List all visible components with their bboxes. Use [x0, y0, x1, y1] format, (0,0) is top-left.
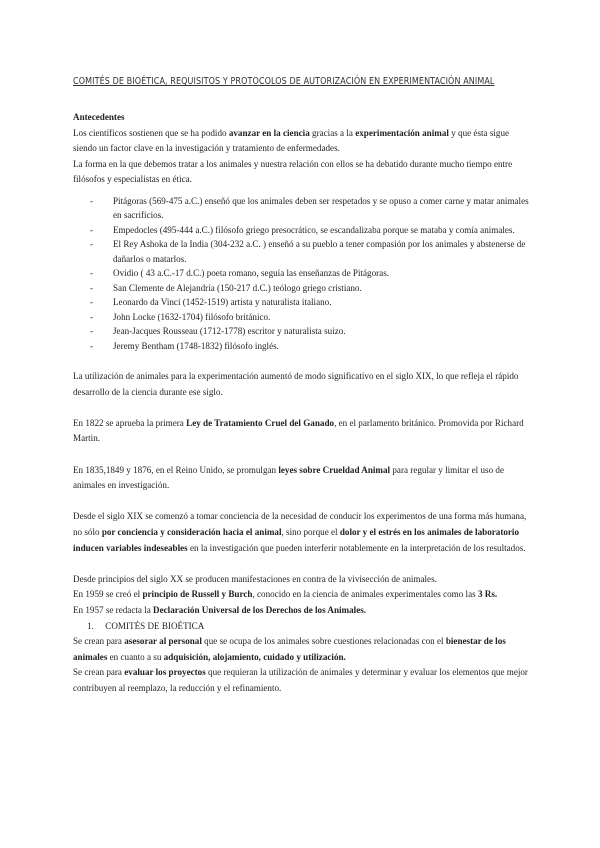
- paragraph-1822: [73, 416, 533, 447]
- text-run: en cuanto a su: [107, 651, 164, 662]
- antecedentes-paragraph-2: La forma en la que debemos tratar a los animales y nuestra relación con ellos se ha debatido durante mucho tiempo entre filósofos y especialistas en ética.: [73, 158, 513, 185]
- text-run: que requieran la utilización de animales y determinar y evaluar los elementos que mejor contribuyen al reemplazo, la reducción y el refinamiento.: [73, 667, 528, 693]
- section-1-paragraph-2: [73, 665, 533, 696]
- list-item: - El Rey Ashoka de la India (304-232 a.C. ) enseñó a su pueblo a tener compasión por los animales y abstenerse de dañarlos o matarlos.: [73, 237, 533, 266]
- text-run: En 1959 se creó el: [73, 589, 143, 600]
- text-run: La utilización de animales para la experimentación aumentó de modo significativo en el siglo XIX, lo que refleja el rápido desarrollo de la ciencia durante ese siglo.: [73, 371, 519, 397]
- text-run: gracias a la: [309, 127, 356, 138]
- antecedentes-heading: Antecedentes: [73, 112, 125, 122]
- text-run: para regular y limitar el uso de animales en investigación.: [73, 464, 504, 491]
- authors-list: [73, 194, 533, 354]
- text-run: En 1822 se aprueba la primera: [73, 417, 187, 428]
- text-run: Desde principios del siglo XX se producen manifestaciones en contra de la vivisección de animales.: [73, 573, 437, 584]
- paragraph-siglo-xx: [73, 572, 533, 588]
- paragraph-1835: [73, 463, 533, 494]
- section-1-label: COMITÉS DE BIOÉTICA: [105, 620, 205, 631]
- bold-text: 3 Rs.: [477, 589, 498, 600]
- text-run: Se crean para: [73, 636, 125, 647]
- bold-text: leyes sobre Crueldad Animal: [278, 464, 391, 475]
- antecedentes-paragraph-1: [73, 126, 533, 157]
- bold-text: asesorar al personal: [124, 636, 202, 647]
- bold-text: Declaración Universal de los Derechos de los Animales.: [153, 604, 367, 615]
- list-item: - San Clemente de Alejandría (150-217 d.C.) teólogo griego cristiano.: [73, 281, 533, 296]
- text-run: Se crean para: [73, 667, 125, 678]
- paragraph-1959: [73, 587, 533, 603]
- section-1-title: [73, 619, 533, 635]
- text-run: En 1957 se redacta la: [73, 604, 154, 615]
- text-run: , conocido en la ciencia de animales experimentales como las: [252, 589, 478, 600]
- list-item: - John Locke (1632-1704) filósofo británico.: [73, 310, 533, 325]
- bold-text: evaluar los proyectos: [124, 667, 206, 678]
- paragraph-siglo-xix: [73, 369, 533, 400]
- text-run: en la investigación que pueden interferir notablemente en la interpretación de los resultados.: [187, 542, 526, 553]
- list-item: - Jeremy Bentham (1748-1832) filósofo inglés.: [73, 339, 533, 354]
- bold-text: por conciencia y consideración hacia el animal: [101, 527, 282, 537]
- list-item: - Pitágoras (569-475 a.C.) enseñó que los animales deben ser respetados y se opuso a comer carne y matar animales en sacrificios.: [73, 194, 533, 223]
- bold-text: principio de Russell y Burch: [142, 589, 253, 600]
- document-title: COMITÉS DE BIOÉTICA, REQUISITOS Y PROTOCOLOS DE AUTORIZACIÓN EN EXPERIMENTACIÓN ANIMAL: [73, 76, 495, 87]
- text-run: Los científicos sostienen que se ha podido: [73, 127, 229, 138]
- bold-text: bienestar de los animales: [73, 636, 506, 662]
- text-run: y que ésta sigue siendo un factor clave en la investigación y tratamiento de enfermedades.: [73, 127, 510, 154]
- list-item: - Ovidio ( 43 a.C.-17 d.C.) poeta romano, seguía las enseñanzas de Pitágoras.: [73, 266, 533, 281]
- section-1-number: 1.: [87, 620, 94, 631]
- text-run: , sino porque el: [281, 527, 340, 537]
- list-item: - Leonardo da Vinci (1452-1519) artista y naturalista italiano.: [73, 295, 533, 310]
- list-item: - Jean-Jacques Rousseau (1712-1778) escritor y naturalista suizo.: [73, 324, 533, 339]
- text-run: , en el parlamento británico. Promovida por Richard Martin.: [73, 417, 524, 444]
- text-run: que se ocupa de los animales sobre cuestiones relacionadas con el: [201, 636, 446, 647]
- bold-text: avanzar en la ciencia: [228, 127, 310, 138]
- bold-text: Ley de Tratamiento Cruel del Ganado: [186, 417, 335, 428]
- paragraph-1957: [73, 603, 533, 619]
- bold-text: dolor y el estrés en los animales de laboratorio inducen variables indeseables: [73, 527, 520, 553]
- bold-text: experimentación animal: [355, 127, 449, 138]
- text-run: Desde el siglo XIX se comenzó a tomar conciencia de la necesidad de conducir los experimentos de una forma más humana, no sólo: [73, 511, 527, 537]
- paragraph-conciencia: [73, 509, 533, 556]
- document-body: [73, 110, 533, 697]
- bold-text: adquisición, alojamiento, cuidado y utilización.: [163, 651, 346, 662]
- list-item: - Empedocles (495-444 a.C.) filósofo griego presocrático, se escandalizaba porque se mataba y comía animales.: [73, 223, 533, 238]
- section-1-paragraph-1: [73, 634, 533, 665]
- text-run: En 1835,1849 y 1876, en el Reino Unido, se promulgan: [73, 464, 279, 475]
